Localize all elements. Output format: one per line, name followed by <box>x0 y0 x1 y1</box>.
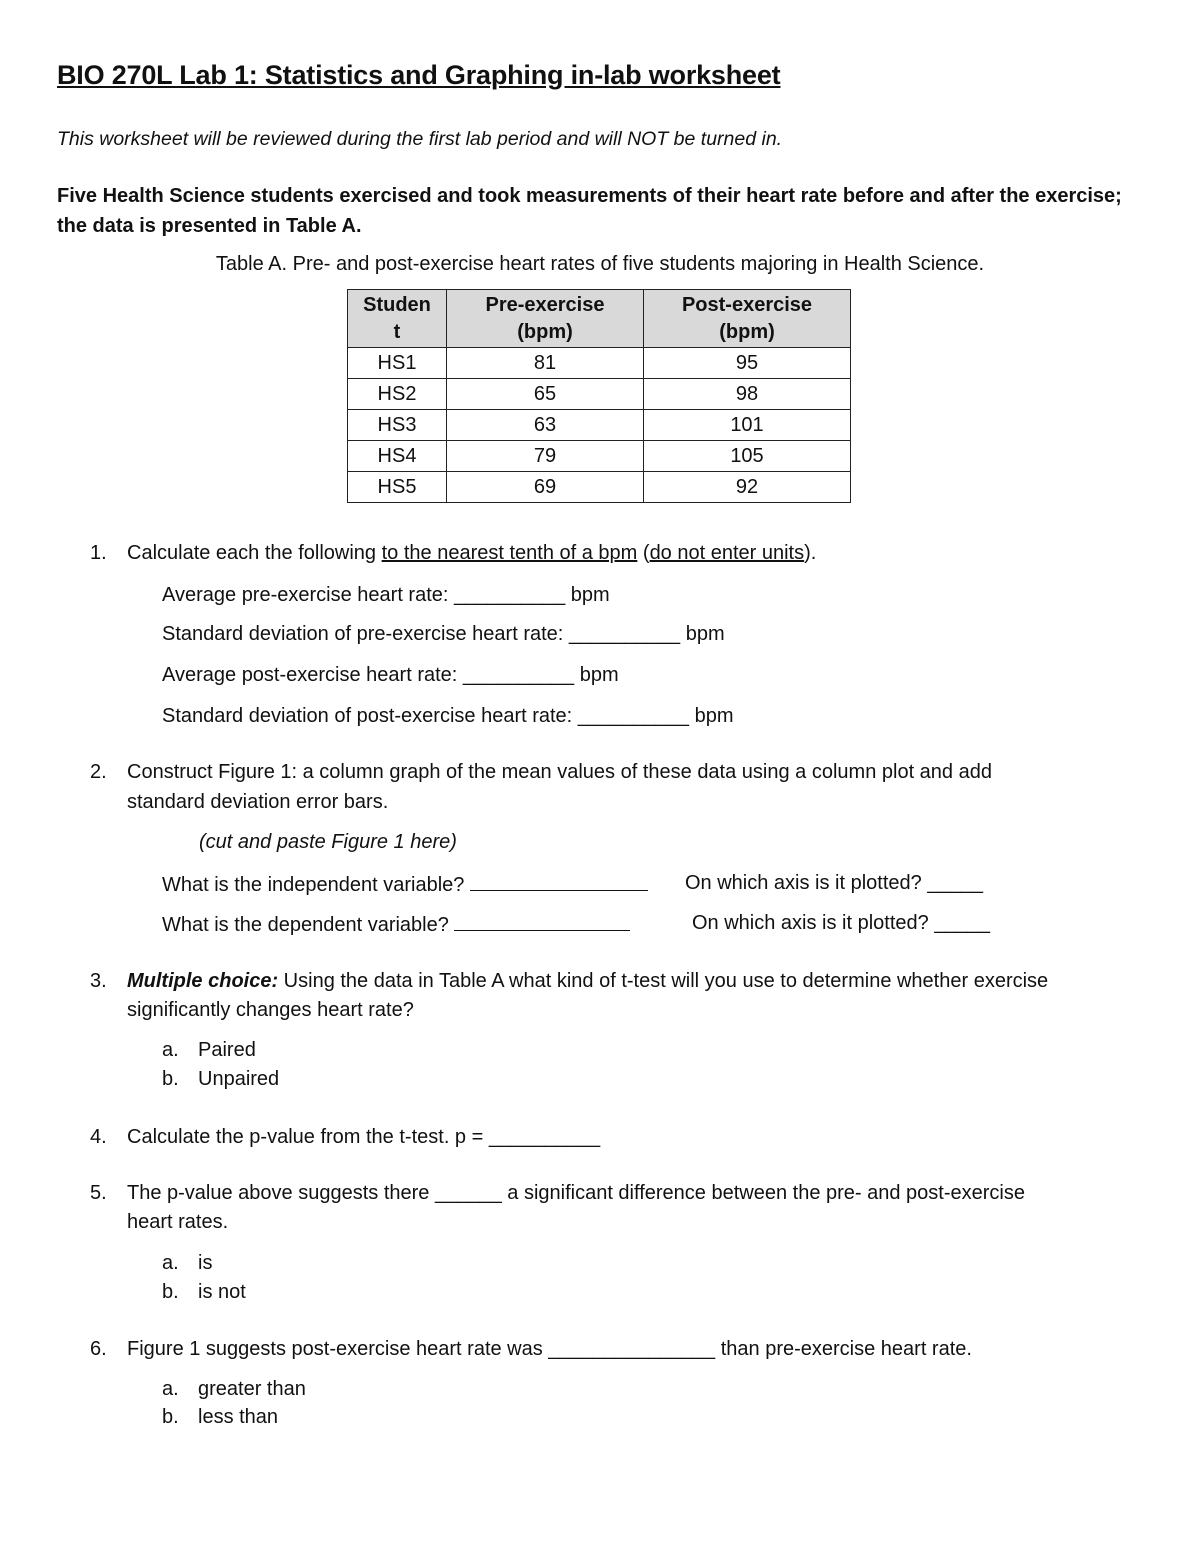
table-row <box>348 472 851 503</box>
header-pre-exercise: Pre-exercise (bpm) <box>447 290 644 348</box>
question-number: 1. <box>90 542 107 564</box>
cell-student: HS3 <box>348 410 447 441</box>
table-row <box>348 379 851 410</box>
intro-note: This worksheet will be reviewed during the first lab period and will NOT be turned in. <box>57 128 783 150</box>
cell-student: HS2 <box>348 379 447 410</box>
question-text-line2: standard deviation error bars. <box>127 791 389 813</box>
question-number: 4. <box>90 1126 107 1148</box>
answer-line-sd-pre: Standard deviation of pre-exercise heart rate: __________ bpm <box>162 623 725 645</box>
question-number: 5. <box>90 1182 107 1204</box>
option-a[interactable]: a. Paired <box>162 1039 256 1061</box>
option-a[interactable]: a. is <box>162 1252 213 1274</box>
cell-pre: 63 <box>447 410 644 441</box>
table-header-row <box>348 290 851 348</box>
cell-post: 101 <box>644 410 851 441</box>
question-number: 2. <box>90 761 107 783</box>
cell-post: 105 <box>644 441 851 472</box>
cell-pre: 79 <box>447 441 644 472</box>
cell-pre: 81 <box>447 348 644 379</box>
page-title: BIO 270L Lab 1: Statistics and Graphing in-lab worksheet <box>57 60 781 90</box>
table-caption: Table A. Pre- and post-exercise heart rates of five students majoring in Health Science. <box>215 253 985 275</box>
dependent-variable-line: What is the dependent variable? <box>162 912 630 937</box>
answer-blank[interactable]: __________ <box>577 705 690 727</box>
answer-line-sd-post: Standard deviation of post-exercise heart rate: __________ bpm <box>162 705 734 727</box>
option-b[interactable]: b. is not <box>162 1281 246 1303</box>
cell-post: 92 <box>644 472 851 503</box>
question-text-line2: significantly changes heart rate? <box>127 999 414 1021</box>
option-b[interactable]: b. less than <box>162 1406 279 1428</box>
question-text-line2: heart rates. <box>127 1211 229 1233</box>
question-text: Figure 1 suggests post-exercise heart rate was _______________ than pre-exercise heart rate. <box>127 1338 972 1360</box>
answer-line-avg-pre: Average pre-exercise heart rate: __________ bpm <box>162 584 610 606</box>
dependent-variable-blank[interactable] <box>454 912 630 931</box>
cell-post: 98 <box>644 379 851 410</box>
question-text-line1: The p-value above suggests there ______ a significant difference between the pre- and post-exercise <box>127 1182 1025 1204</box>
data-prompt: Five Health Science students exercised and took measurements of their heart rate before and after the exercise; the data is presented in Table A. <box>57 185 1122 237</box>
option-b[interactable]: b. Unpaired <box>162 1068 280 1090</box>
cell-student: HS5 <box>348 472 447 503</box>
answer-blank[interactable]: __________ <box>568 623 681 645</box>
figure-paste-note: (cut and paste Figure 1 here) <box>199 831 457 853</box>
question-number: 6. <box>90 1338 107 1360</box>
dependent-axis-line: On which axis is it plotted? _____ <box>692 912 990 934</box>
question-number: 3. <box>90 970 107 992</box>
cell-pre: 69 <box>447 472 644 503</box>
cell-post: 95 <box>644 348 851 379</box>
table-row <box>348 348 851 379</box>
header-post-exercise: Post-exercise (bpm) <box>644 290 851 348</box>
table-row <box>348 410 851 441</box>
cell-student: HS4 <box>348 441 447 472</box>
answer-blank[interactable]: __________ <box>454 584 566 606</box>
option-a[interactable]: a. greater than <box>162 1378 306 1400</box>
cell-pre: 65 <box>447 379 644 410</box>
table-row <box>348 441 851 472</box>
heart-rate-table <box>347 289 851 503</box>
answer-line-avg-post: Average post-exercise heart rate: __________ bpm <box>162 664 619 686</box>
independent-variable-blank[interactable] <box>470 872 648 891</box>
question-text-line1: Multiple choice: Using the data in Table A what kind of t-test will you use to determine whether exercise <box>127 970 1049 992</box>
question-text-line1: Construct Figure 1: a column graph of the mean values of these data using a column plot and add <box>127 761 992 783</box>
answer-blank[interactable]: __________ <box>462 664 575 686</box>
cell-student: HS1 <box>348 348 447 379</box>
question-text: Calculate each the following to the nearest tenth of a bpm (do not enter units). <box>127 542 817 564</box>
independent-axis-line: On which axis is it plotted? _____ <box>685 872 983 894</box>
independent-variable-line: What is the independent variable? <box>162 872 648 897</box>
question-text: Calculate the p-value from the t-test. p = __________ <box>127 1126 601 1148</box>
header-student: Studen t <box>348 290 447 348</box>
